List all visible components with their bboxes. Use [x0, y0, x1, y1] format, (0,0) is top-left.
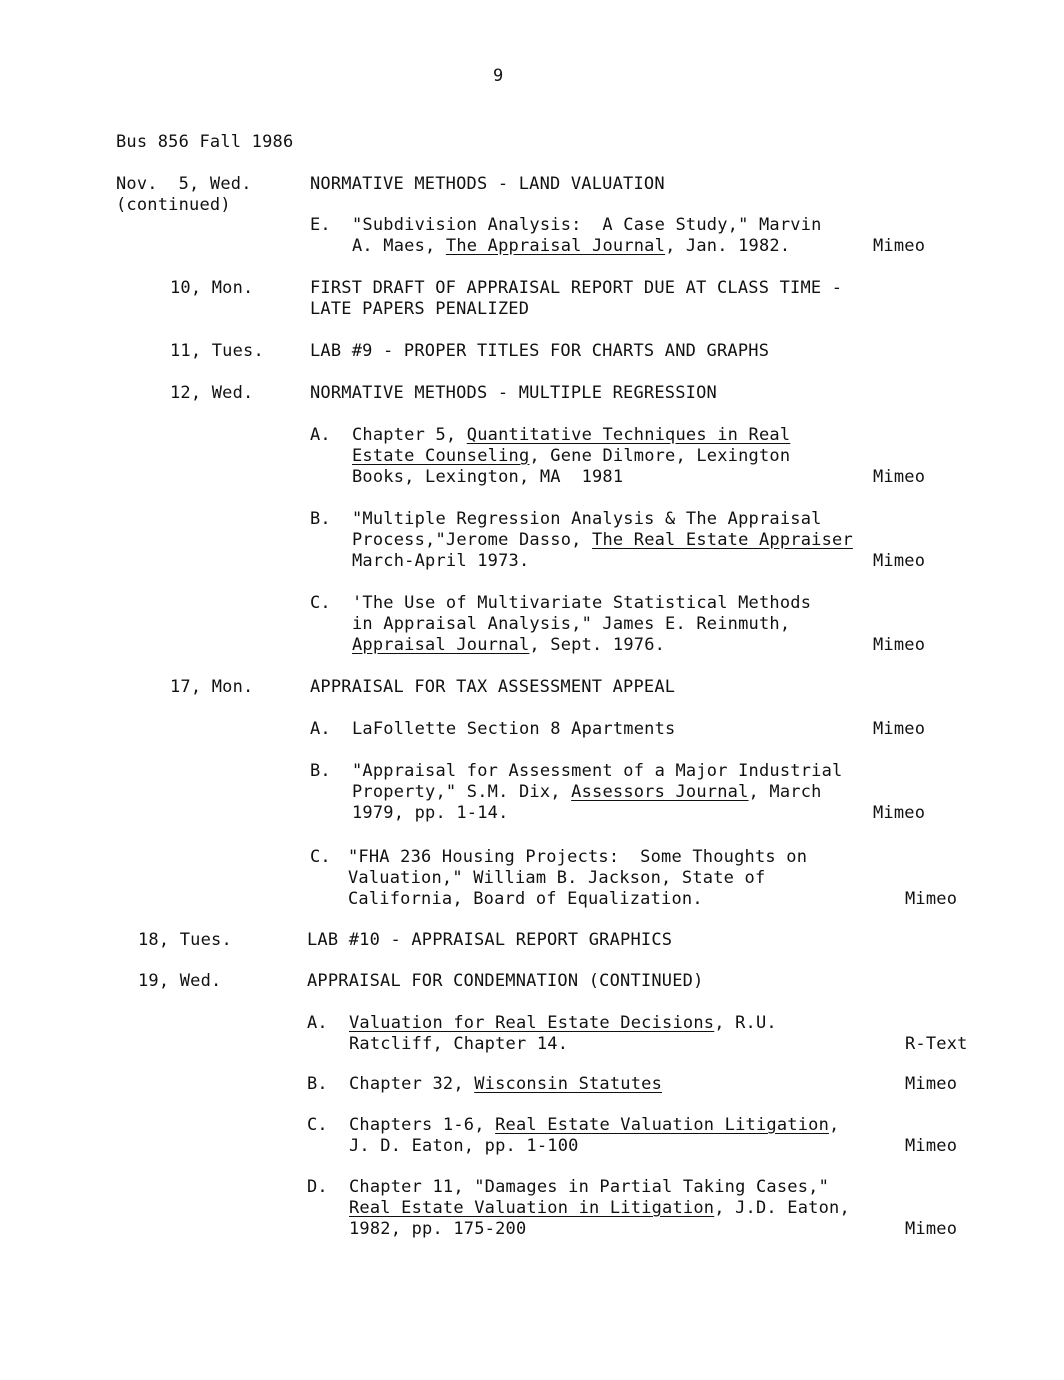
- item-text: Property," S.M. Dix, Assessors Journal, March: [352, 782, 822, 802]
- item-text: Chapter 5, Quantitative Techniques in Real: [352, 425, 791, 445]
- entry-date: 11, Tues.: [170, 341, 264, 361]
- item-source: Mimeo: [905, 1074, 958, 1094]
- item-text: 'The Use of Multivariate Statistical Methods: [352, 593, 812, 613]
- item-source: Mimeo: [905, 1136, 958, 1156]
- entry-date: 18, Tues.: [138, 930, 232, 950]
- item-letter: D.: [307, 1177, 328, 1197]
- item-text: "Subdivision Analysis: A Case Study," Marvin: [352, 215, 822, 235]
- item-letter: A.: [310, 719, 331, 739]
- item-letter: B.: [310, 761, 331, 781]
- entry-topic: LAB #10 - APPRAISAL REPORT GRAPHICS: [307, 930, 673, 950]
- item-letter: C.: [310, 847, 331, 867]
- item-text: "FHA 236 Housing Projects: Some Thoughts on: [348, 847, 808, 867]
- item-text: Real Estate Valuation in Litigation, J.D. Eaton,: [349, 1198, 850, 1218]
- entry-date: 12, Wed.: [170, 383, 254, 403]
- item-text: Chapters 1-6, Real Estate Valuation Litigation,: [349, 1115, 840, 1135]
- item-text: A. Maes, The Appraisal Journal, Jan. 1982.: [352, 236, 791, 256]
- item-text: March-April 1973.: [352, 551, 530, 571]
- item-text: Valuation," William B. Jackson, State of: [348, 868, 766, 888]
- item-letter: C.: [310, 593, 331, 613]
- item-text: 1982, pp. 175-200: [349, 1219, 527, 1239]
- book-title: Real Estate Valuation Litigation: [495, 1115, 830, 1135]
- item-text: Chapter 11, "Damages in Partial Taking Cases,": [349, 1177, 830, 1197]
- journal-title: The Real Estate Appraiser: [592, 530, 853, 550]
- item-letter: A.: [310, 425, 331, 445]
- entry-topic: NORMATIVE METHODS - LAND VALUATION: [310, 174, 665, 194]
- item-letter: B.: [307, 1074, 328, 1094]
- item-text: 1979, pp. 1-14.: [352, 803, 509, 823]
- item-text: in Appraisal Analysis," James E. Reinmuth,: [352, 614, 791, 634]
- book-title: Quantitative Techniques in Real: [466, 425, 791, 445]
- book-title: Valuation for Real Estate Decisions: [349, 1013, 715, 1033]
- item-source: R-Text: [905, 1034, 968, 1054]
- item-text: "Multiple Regression Analysis & The Appraisal: [352, 509, 822, 529]
- entry-topic: APPRAISAL FOR TAX ASSESSMENT APPEAL: [310, 677, 676, 697]
- entry-date: Nov. 5, Wed.: [116, 174, 252, 194]
- journal-title: The Appraisal Journal: [445, 236, 666, 256]
- item-text: Process,"Jerome Dasso, The Real Estate Appraiser: [352, 530, 853, 550]
- item-source: Mimeo: [873, 719, 926, 739]
- entry-topic: LAB #9 - PROPER TITLES FOR CHARTS AND GRAPHS: [310, 341, 770, 361]
- item-source: Mimeo: [873, 467, 926, 487]
- item-letter: C.: [307, 1115, 328, 1135]
- entry-date: 17, Mon.: [170, 677, 254, 697]
- item-text: Appraisal Journal, Sept. 1976.: [352, 635, 666, 655]
- item-text: California, Board of Equalization.: [348, 889, 703, 909]
- entry-date: 10, Mon.: [170, 278, 254, 298]
- book-title: Real Estate Valuation in Litigation: [349, 1198, 715, 1218]
- entry-topic-continued: LATE PAPERS PENALIZED: [310, 299, 530, 319]
- item-source: Mimeo: [905, 1219, 958, 1239]
- item-source: Mimeo: [873, 551, 926, 571]
- item-letter: B.: [310, 509, 331, 529]
- item-source: Mimeo: [873, 635, 926, 655]
- item-source: Mimeo: [873, 236, 926, 256]
- journal-title: Assessors Journal: [571, 782, 749, 802]
- book-title: Wisconsin Statutes: [474, 1074, 663, 1094]
- entry-date: 19, Wed.: [138, 971, 222, 991]
- item-source: Mimeo: [873, 803, 926, 823]
- entry-date-note: (continued): [116, 195, 231, 215]
- item-text: J. D. Eaton, pp. 1-100: [349, 1136, 579, 1156]
- item-text: Valuation for Real Estate Decisions, R.U.: [349, 1013, 777, 1033]
- item-source: Mimeo: [905, 889, 958, 909]
- item-letter: E.: [310, 215, 331, 235]
- item-text: LaFollette Section 8 Apartments: [352, 719, 676, 739]
- entry-topic: NORMATIVE METHODS - MULTIPLE REGRESSION: [310, 383, 717, 403]
- entry-topic: APPRAISAL FOR CONDEMNATION (CONTINUED): [307, 971, 704, 991]
- journal-title: Appraisal Journal: [352, 635, 530, 655]
- page-number: 9: [493, 66, 504, 86]
- item-text: Ratcliff, Chapter 14.: [349, 1034, 569, 1054]
- book-title: Estate Counseling: [352, 446, 530, 466]
- item-text: Estate Counseling, Gene Dilmore, Lexington: [352, 446, 791, 466]
- entry-topic: FIRST DRAFT OF APPRAISAL REPORT DUE AT CLASS TIME -: [310, 278, 843, 298]
- item-text: Books, Lexington, MA 1981: [352, 467, 624, 487]
- item-text: Chapter 32, Wisconsin Statutes: [349, 1074, 663, 1094]
- course-header: Bus 856 Fall 1986: [116, 132, 294, 152]
- item-text: "Appraisal for Assessment of a Major Industrial: [352, 761, 843, 781]
- item-letter: A.: [307, 1013, 328, 1033]
